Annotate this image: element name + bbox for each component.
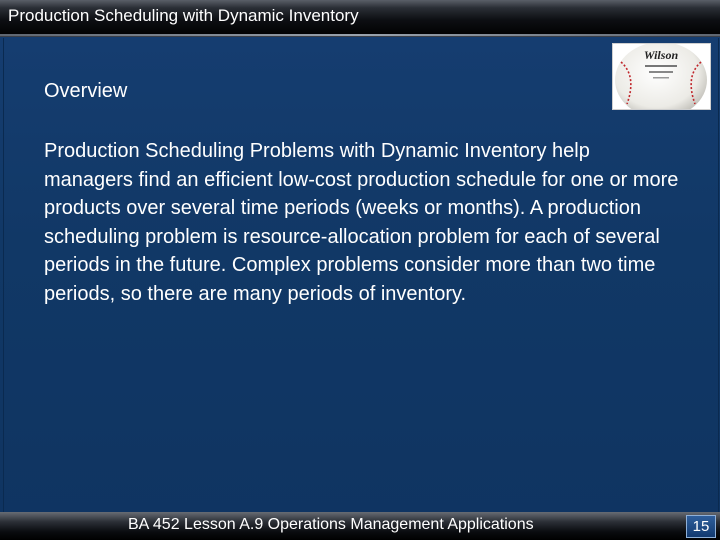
- title-bar: [0, 0, 720, 37]
- baseball-icon: [613, 44, 710, 109]
- baseball-image: [612, 43, 711, 110]
- slide-title: Production Scheduling with Dynamic Inventory: [8, 6, 359, 25]
- page-number-badge: 15: [686, 515, 716, 538]
- section-heading: Overview: [44, 80, 128, 102]
- brand-logo-text: Wilson: [643, 48, 679, 62]
- body-paragraph: Production Scheduling Problems with Dynamic Inventory help managers find an efficient low-cost production schedule for one or more products over several time periods (weeks or months). A production scheduling problem is resource-allocation problem for each of several periods in the future. Complex problems consider more than two time periods, so there are many periods of inventory.: [44, 140, 679, 305]
- footer-text: BA 452 Lesson A.9 Operations Management Applications: [128, 516, 534, 533]
